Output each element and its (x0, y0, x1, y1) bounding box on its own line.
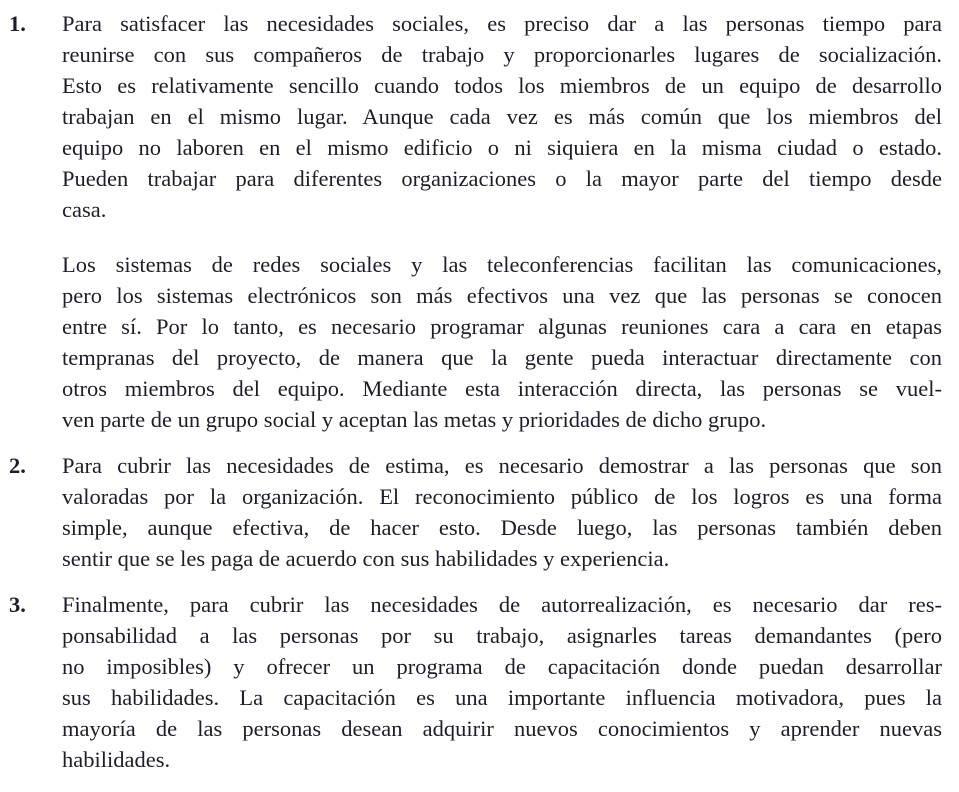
list-item (9, 8, 942, 435)
paragraph (62, 589, 942, 775)
list-item (9, 450, 942, 574)
text-line: entre sí. Por lo tanto, es necesario programar algunas reuniones cara a cara en etapas (62, 314, 942, 339)
text-line: ven parte de un grupo social y aceptan las metas y prioridades de dicho grupo. (62, 407, 767, 432)
text-line: Los sistemas de redes sociales y las teleconferencias facilitan las comunicaciones, (62, 252, 942, 277)
text-line: Pueden trabajar para diferentes organizaciones o la mayor parte del tiempo desde (62, 166, 942, 191)
text-line: otros miembros del equipo. Mediante esta interacción directa, las personas se vuel- (62, 376, 942, 401)
text-line: reunirse con sus compañeros de trabajo y proporcionarles lugares de socialización. (62, 42, 942, 67)
text-line: casa. (62, 197, 107, 222)
text-line: trabajan en el mismo lugar. Aunque cada vez es más común que los miembros del (62, 104, 942, 129)
item-body (62, 8, 942, 435)
text-line: sentir que se les paga de acuerdo con sus habilidades y experiencia. (62, 546, 670, 571)
item-number: 2. (9, 453, 26, 478)
text-line: mayoría de las personas desean adquirir nuevos conocimientos y aprender nuevas (62, 716, 942, 741)
item-number: 3. (9, 592, 26, 617)
text-line: equipo no laboren en el mismo edificio o ni siquiera en la misma ciudad o estado. (62, 135, 942, 160)
text-line: habilidades. (62, 747, 171, 772)
text-line: Para cubrir las necesidades de estima, es necesario demostrar a las personas que son (62, 453, 942, 478)
text-line: simple, aunque efectiva, de hacer esto. Desde luego, las personas también deben (62, 515, 942, 540)
paragraph (62, 450, 942, 574)
text-line: Para satisfacer las necesidades sociales, es preciso dar a las personas tiempo para (62, 11, 942, 36)
paragraph (62, 249, 942, 435)
text-line: tempranas del proyecto, de manera que la gente pueda interactuar directamente con (62, 345, 942, 370)
text-line: no imposibles) y ofrecer un programa de capacitación donde puedan desarrollar (62, 654, 942, 679)
text-line: Finalmente, para cubrir las necesidades de autorrealización, es necesario dar res- (62, 592, 942, 617)
item-number: 1. (9, 11, 26, 36)
text-line: sus habilidades. La capacitación es una importante influencia motivadora, pues la (62, 685, 942, 710)
text-line: ponsabilidad a las personas por su trabajo, asignarles tareas demandantes (pero (62, 623, 942, 648)
text-line: pero los sistemas electrónicos son más efectivos una vez que las personas se conocen (62, 283, 942, 308)
list-item (9, 589, 942, 775)
numbered-list (9, 8, 942, 775)
text-line: Esto es relativamente sencillo cuando todos los miembros de un equipo de desarrollo (62, 73, 942, 98)
text-line: valoradas por la organización. El reconocimiento público de los logros es una forma (62, 484, 942, 509)
item-body (62, 589, 942, 775)
item-body (62, 450, 942, 574)
paragraph (62, 8, 942, 225)
